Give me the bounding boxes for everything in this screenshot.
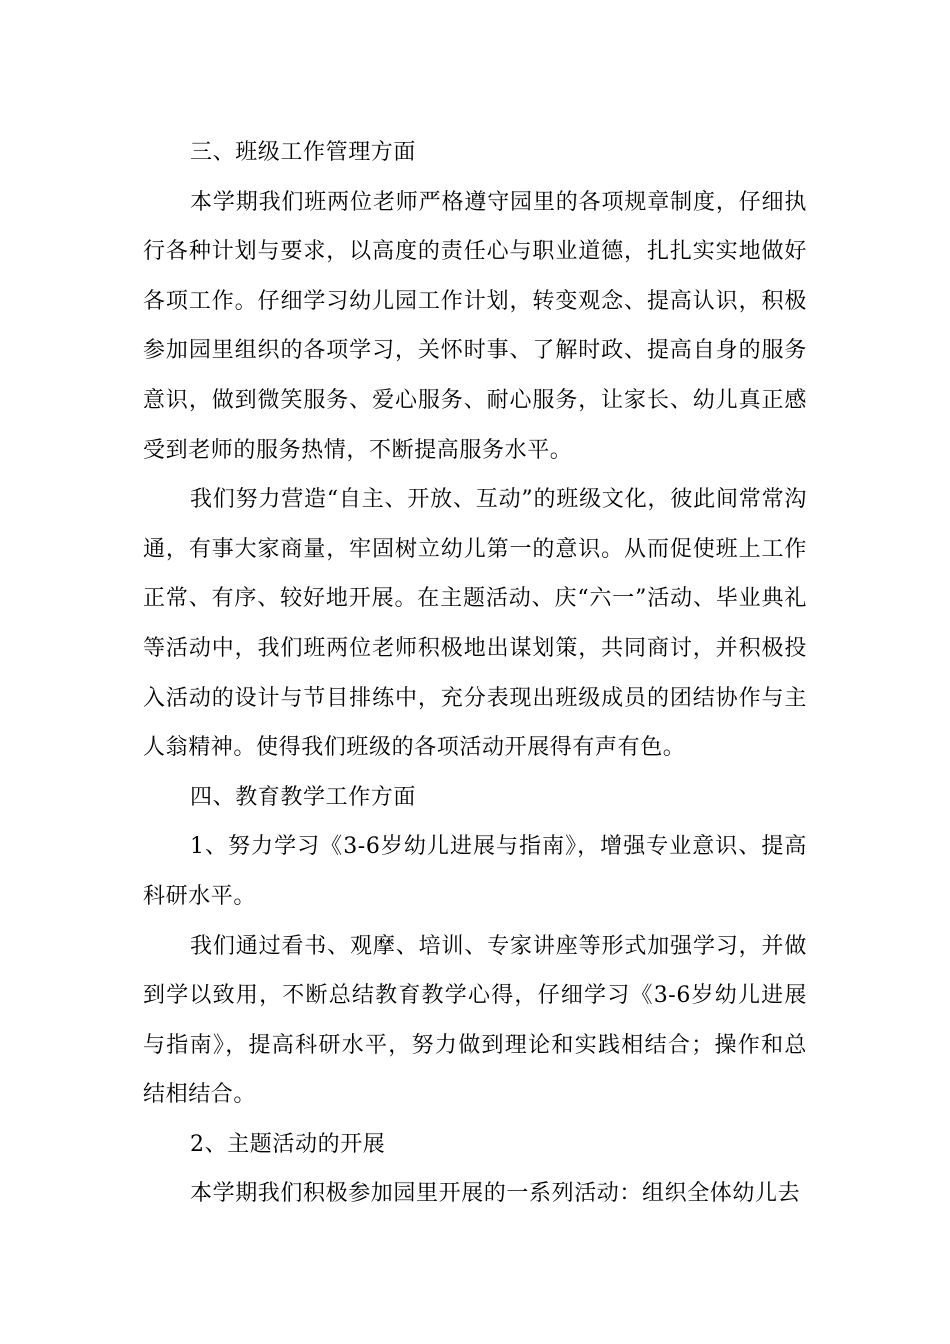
paragraph-learning-methods: 我们通过看书、观摩、培训、专家讲座等形式加强学习，并做到学以致用，不断总结教育教学心得，仔细学习《3-6岁幼儿进展与指南》，提高科研水平，努力做到理论和实践相结合；操作和总结相结合。: [143, 933, 807, 1108]
subheading-study-guide: 1、努力学习《3-6岁幼儿进展与指南》，增强专业意识、提高科研水平。: [143, 834, 807, 909]
paragraph-rules-and-service: 本学期我们班两位老师严格遵守园里的各项规章制度，仔细执行各种计划与要求，以高度的责任心与职业道德，扎扎实实地做好各项工作。仔细学习幼儿园工作计划，转变观念、提高认识，积极参加园里组织的各项学习，关怀时事、了解时政、提高自身的服务意识，做到微笑服务、爱心服务、耐心服务，让家长、幼儿真正感受到老师的服务热情，不断提高服务水平。: [143, 189, 807, 463]
paragraph-activities-start: 本学期我们积极参加园里开展的一系列活动：组织全体幼儿去: [190, 1181, 801, 1207]
section-heading-class-management: 三、班级工作管理方面: [190, 140, 417, 165]
section-heading-teaching-work: 四、教育教学工作方面: [190, 784, 417, 810]
document-body: [143, 128, 807, 1219]
subheading-theme-activities: 2、主题活动的开展: [190, 1131, 386, 1157]
paragraph-class-culture: 我们努力营造“自主、开放、互动”的班级文化，彼此间常常沟通，有事大家商量，牢固树立幼儿第一的意识。从而促使班上工作正常、有序、较好地开展。在主题活动、庆“六一”活动、毕业典礼等活动中，我们班两位老师积极地出谋划策，共同商讨，并积极投入活动的设计与节目排练中，充分表现出班级成员的团结协作与主人翁精神。使得我们班级的各项活动开展得有声有色。: [143, 487, 807, 761]
